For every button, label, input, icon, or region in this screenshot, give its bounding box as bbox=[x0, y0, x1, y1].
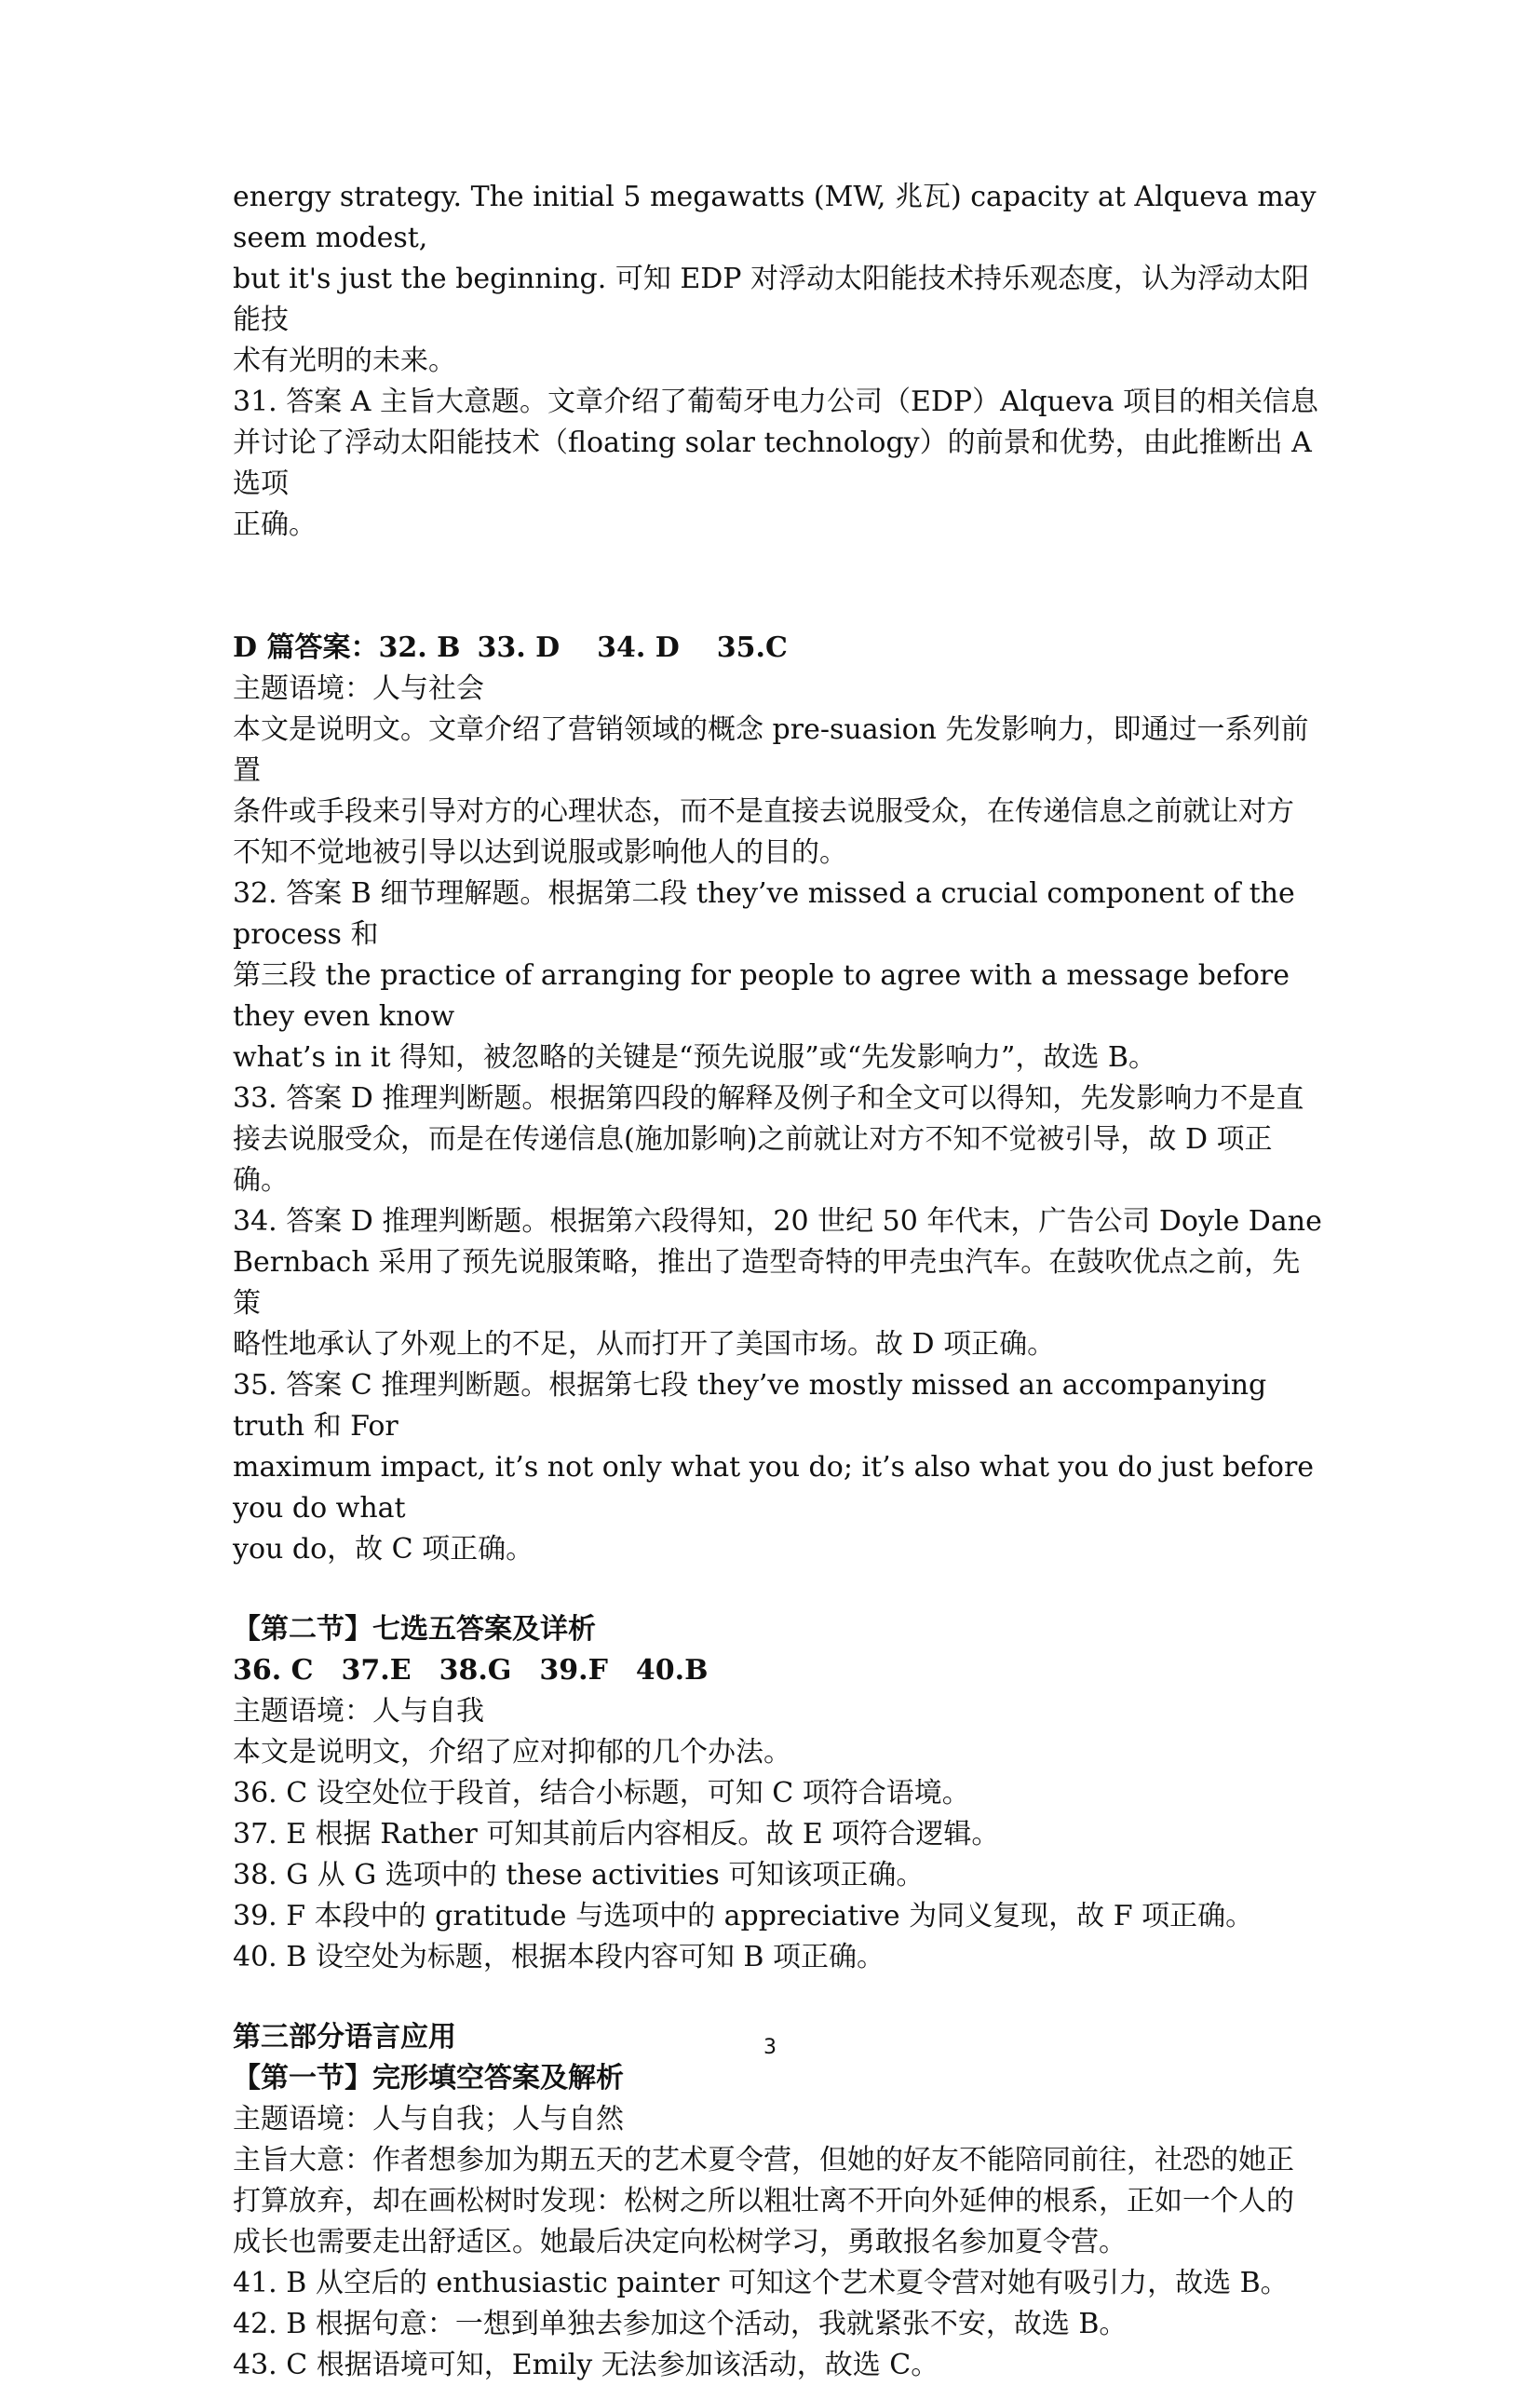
theme-context: 主题语境：人与自我；人与自然 bbox=[233, 2103, 624, 2135]
answer-39: 39.F bbox=[539, 1654, 608, 1687]
text-line: 术有光明的未来。 bbox=[233, 345, 456, 377]
answer-33-line: 33. 答案 D 推理判断题。根据第四段的解释及例子和全文可以得知，先发影响力不是直 bbox=[233, 1082, 1304, 1115]
part-3-subheading: 【第一节】完形填空答案及解析 bbox=[233, 2062, 624, 2095]
section-2-heading: 【第二节】七选五答案及详析 bbox=[233, 1613, 596, 1646]
answer-40-line: 40. B 设空处为标题，根据本段内容可知 B 项正确。 bbox=[233, 1941, 885, 1973]
answer-40: 40.B bbox=[635, 1654, 709, 1687]
text-line: 接去说服受众，而是在传递信息(施加影响)之前就让对方不知不觉被引导，故 D 项正确。 bbox=[233, 1123, 1273, 1197]
part-3-heading: 第三部分语言应用 bbox=[233, 2021, 456, 2054]
text-line: but it's just the beginning. 可知 EDP 对浮动太阳能技术持乐观态度，认为浮动太阳能技 bbox=[233, 263, 1310, 336]
page-number: 3 bbox=[763, 2036, 777, 2059]
text-line: 第三段 the practice of arranging for people to agree with a message before they even know bbox=[233, 959, 1290, 1033]
section-2-answers bbox=[233, 1650, 1322, 1691]
answer-39-line: 39. F 本段中的 gratitude 与选项中的 appreciative 为同义复现，故 F 项正确。 bbox=[233, 1900, 1254, 1932]
passage-d-answers bbox=[233, 628, 1322, 669]
answer-38: 38.G bbox=[439, 1654, 512, 1687]
passage-d-answer-label: D 篇答案：32. B bbox=[233, 631, 461, 664]
answer-42-line: 42. B 根据句意：一想到单独去参加这个活动，我就紧张不安，故选 B。 bbox=[233, 2308, 1128, 2340]
answer-35-line: 35. 答案 C 推理判断题。根据第七段 they’ve mostly missed an accompanying truth 和 For bbox=[233, 1369, 1267, 1443]
text-line: you do，故 C 项正确。 bbox=[233, 1533, 534, 1566]
text-line: maximum impact, it’s not only what you do; it’s also what you do just before you do what bbox=[233, 1451, 1315, 1525]
answer-34-line: 34. 答案 D 推理判断题。根据第六段得知，20 世纪 50 年代末，广告公司 Doyle Dane bbox=[233, 1205, 1322, 1238]
text-line: energy strategy. The initial 5 megawatts (MW, 兆瓦) capacity at Alqueva may seem modest, bbox=[233, 181, 1317, 254]
spacer bbox=[233, 1978, 1322, 2017]
spacer bbox=[233, 546, 1322, 628]
text-line: 略性地承认了外观上的不足，从而打开了美国市场。故 D 项正确。 bbox=[233, 1328, 1056, 1361]
answer-37: 37.E bbox=[341, 1654, 412, 1687]
answer-35: 35.C bbox=[716, 631, 788, 664]
text-line: what’s in it 得知，被忽略的关键是“预先说服”或“先发影响力”，故选 B。 bbox=[233, 1041, 1156, 1074]
spacer bbox=[233, 1570, 1322, 1609]
text-line: 不知不觉地被引导以达到说服或影响他人的目的。 bbox=[233, 836, 847, 869]
answer-32-line: 32. 答案 B 细节理解题。根据第二段 they’ve missed a crucial component of the process 和 bbox=[233, 877, 1295, 951]
text-line: 正确。 bbox=[233, 508, 317, 541]
text-line: 本文是说明文，介绍了应对抑郁的几个办法。 bbox=[233, 1736, 791, 1769]
answer-31-line: 31. 答案 A 主旨大意题。文章介绍了葡萄牙电力公司（EDP）Alqueva 项目的相关信息 bbox=[233, 386, 1319, 418]
text-line: 条件或手段来引导对方的心理状态，而不是直接去说服受众，在传递信息之前就让对方 bbox=[233, 795, 1294, 828]
answer-33: 33. D bbox=[477, 631, 561, 664]
theme-context: 主题语境：人与社会 bbox=[233, 672, 484, 705]
answer-36: 36. C bbox=[233, 1654, 314, 1687]
text-line: 本文是说明文。文章介绍了营销领域的概念 pre-suasion 先发影响力，即通过一系列前置 bbox=[233, 713, 1309, 787]
text-line: Bernbach 采用了预先说服策略，推出了造型奇特的甲壳虫汽车。在鼓吹优点之前，先策 bbox=[233, 1246, 1301, 1320]
answer-38-line: 38. G 从 G 选项中的 these activities 可知该项正确。 bbox=[233, 1859, 925, 1891]
text-line: 打算放弃，却在画松树时发现：松树之所以粗壮离不开向外延伸的根系，正如一个人的 bbox=[233, 2185, 1294, 2217]
answer-41-line: 41. B 从空后的 enthusiastic painter 可知这个艺术夏令营对她有吸引力，故选 B。 bbox=[233, 2267, 1289, 2299]
text-line: 成长也需要走出舒适区。她最后决定向松树学习，勇敢报名参加夏令营。 bbox=[233, 2226, 1127, 2258]
text-line: 主旨大意：作者想参加为期五天的艺术夏令营，但她的好友不能陪同前往，社恐的她正 bbox=[233, 2144, 1294, 2176]
answer-36-line: 36. C 设空处位于段首，结合小标题，可知 C 项符合语境。 bbox=[233, 1777, 970, 1810]
text-line: 并讨论了浮动太阳能技术（floating solar technology）的前景和优势，由此推断出 A 选项 bbox=[233, 427, 1312, 500]
answer-43-line: 43. C 根据语境可知，Emily 无法参加该活动，故选 C。 bbox=[233, 2349, 939, 2381]
answer-37-line: 37. E 根据 Rather 可知其前后内容相反。故 E 项符合逻辑。 bbox=[233, 1818, 1000, 1851]
answer-34: 34. D bbox=[597, 631, 680, 664]
theme-context: 主题语境：人与自我 bbox=[233, 1695, 484, 1728]
